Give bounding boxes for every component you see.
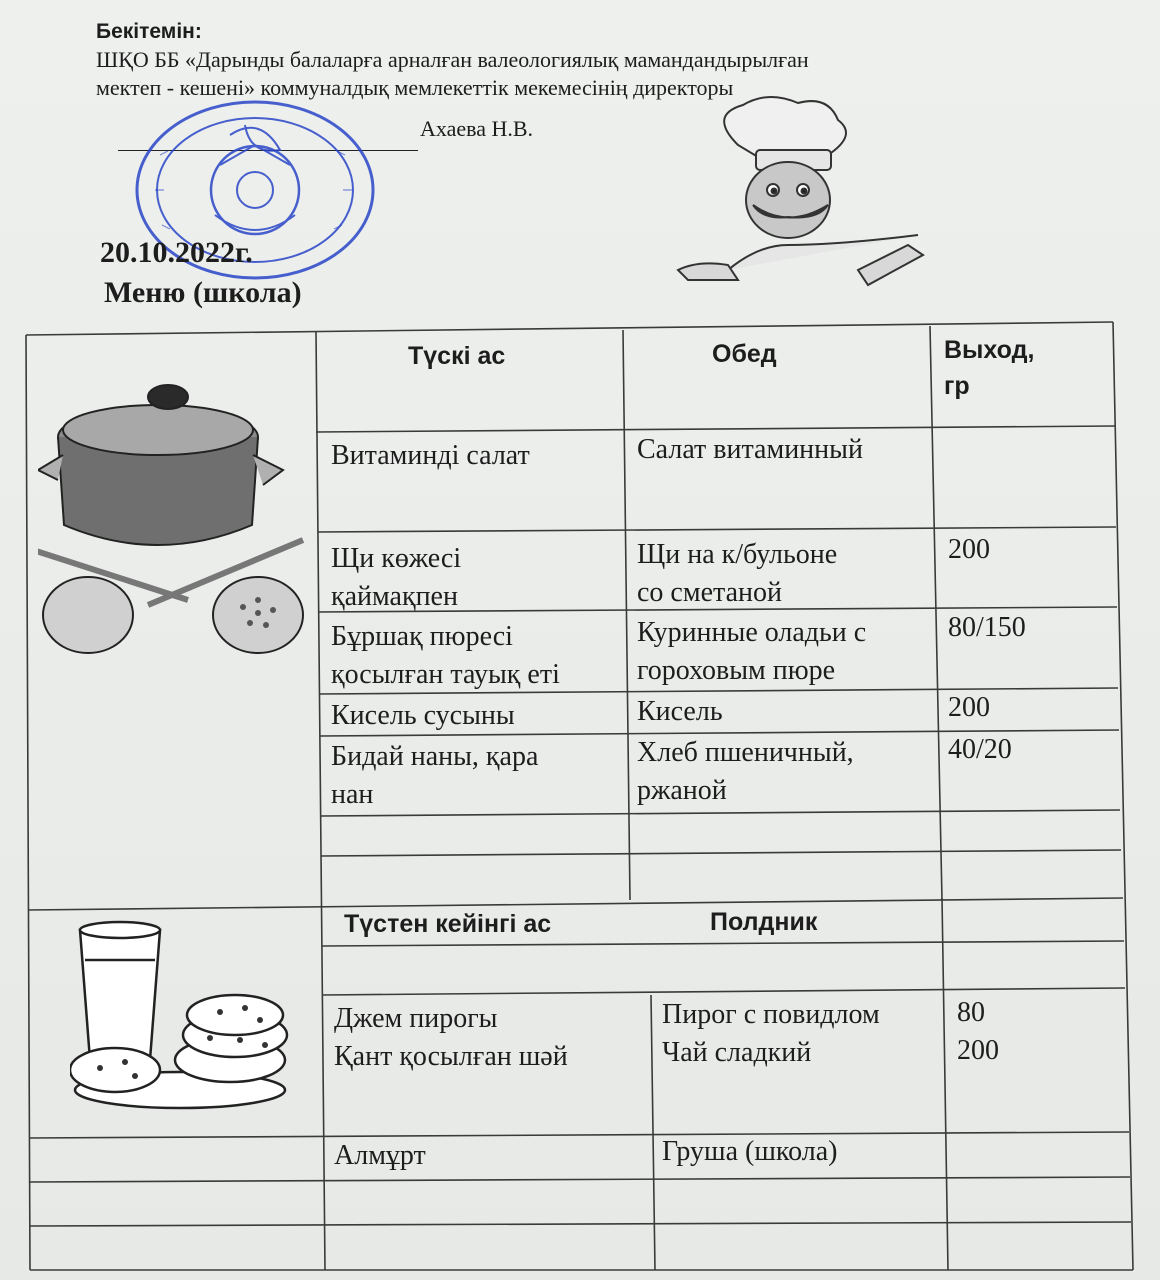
- lunch-row-4-yield: 200: [948, 692, 990, 723]
- lunch-row-2-yield: 200: [948, 534, 990, 565]
- lunch-row-3-kz: Бұршақ пюресі қосылған тауық еті: [331, 621, 560, 690]
- pot-ladles-illustration: [38, 375, 308, 665]
- snack-header-ru: Полдник: [710, 908, 818, 936]
- lunch-row-2-kz: Щи көжесі қаймақпен: [331, 543, 462, 612]
- lunch-row-1-ru: Салат витаминный: [637, 434, 863, 465]
- menu-title: Меню (школа): [104, 276, 302, 309]
- lunch-row-3-ru: Куринные оладьи с гороховым пюре: [637, 617, 867, 686]
- lunch-row-5-kz: Бидай наны, қара нан: [331, 741, 539, 810]
- approve-label: Бекітемін:: [96, 20, 202, 43]
- lunch-header-yield: Выход, гр: [944, 336, 1035, 400]
- institution-line-1: ШҚО ББ «Дарынды балаларға арналған валеологиялық мамандандырылған: [96, 47, 809, 72]
- lunch-row-3-yield: 80/150: [948, 612, 1026, 643]
- milk-cookies-illustration: [70, 920, 290, 1110]
- snack-row-1-ru: Пирог с повидлом Чай сладкий: [662, 999, 880, 1068]
- snack-row-2-ru: Груша (школа): [662, 1136, 838, 1167]
- lunch-row-4-kz: Кисель сусыны: [331, 700, 515, 731]
- lunch-row-1-kz: Витаминді салат: [331, 440, 530, 471]
- lunch-row-2-ru: Щи на к/бульоне со сметаной: [637, 539, 838, 608]
- lunch-row-5-yield: 40/20: [948, 734, 1012, 765]
- lunch-row-4-ru: Кисель: [637, 696, 723, 727]
- lunch-header-ru: Обед: [712, 340, 777, 368]
- snack-header-kz: Түстен кейінгі ас: [344, 910, 552, 938]
- menu-date: 20.10.2022г.: [100, 236, 253, 269]
- snack-row-2-kz: Алмұрт: [334, 1140, 426, 1171]
- snack-row-1-kz: Джем пирогы Қант қосылған шәй: [334, 1003, 568, 1072]
- director-name: Ахаева Н.В.: [420, 116, 534, 141]
- snack-row-1-yield: 80 200: [957, 997, 999, 1066]
- institution-line-2: мектеп - кешені» коммуналдық мемлекеттік мекемесінің директоры: [96, 75, 734, 100]
- lunch-header-kz: Түскі ас: [408, 342, 506, 370]
- lunch-row-5-ru: Хлеб пшеничный, ржаной: [637, 737, 854, 806]
